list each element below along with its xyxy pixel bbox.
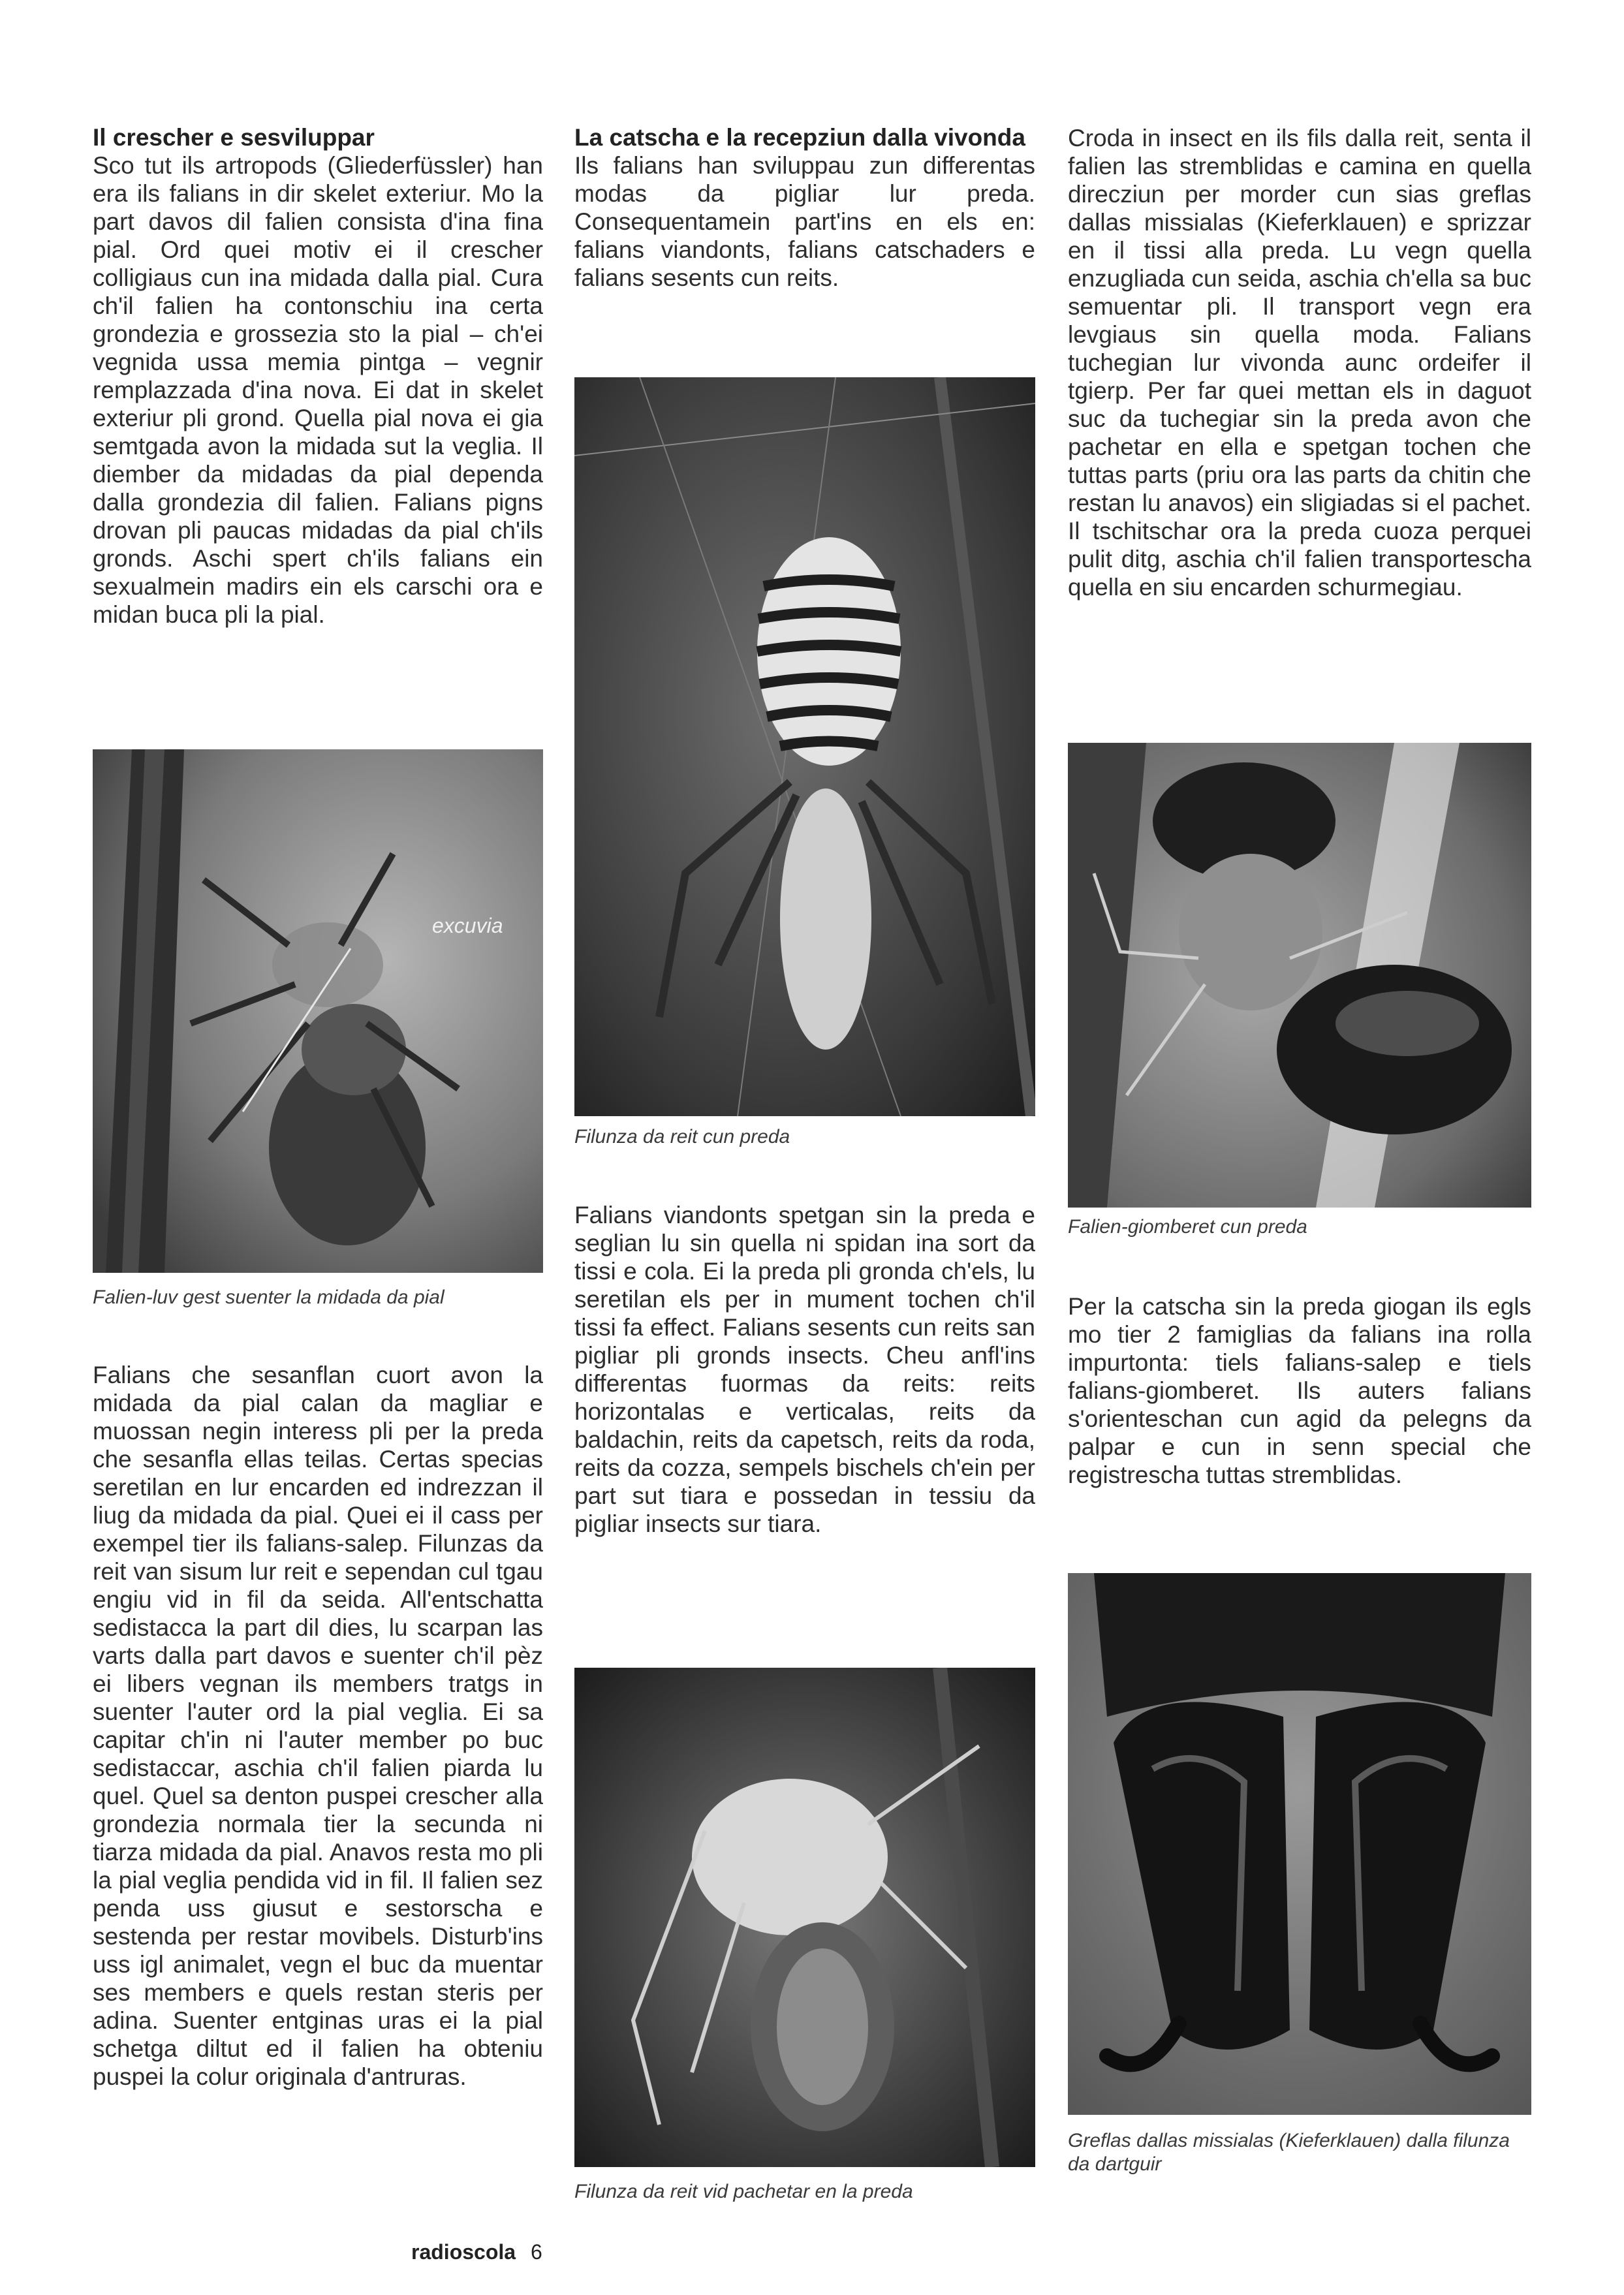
col1-text xyxy=(93,124,543,629)
col2-body-text xyxy=(574,1201,1035,1538)
caption-crab-spider: Falien-giomberet cun preda xyxy=(1068,1216,1307,1238)
col1-body: Falians che sesanflan cuort avon la midada da pial calan da magliar e muossan negin interess pli per la preda che sesanfla ellas teilas. Certas specias seretilan en lur encarden ed indrezzan il liug da midada da pial. Quei ei il cass per exempel tier ils falians-salep. Filunzas da reit van sisum lur reit e sependan cul tgau engiu vid in fil da seida. All'entschatta sedistacca la part dil dies, lu scarpan las varts dalla part davos e suenter ch'il pèz ei libers vegnan ils members tratgs in suenter l'auter ord la pial veglia. Ei sa capitar ch'in ni l'auter member po buc sedistaccar, aschia ch'il falien piarda lu quel. Quel sa denton puspei crescher alla grondezia normala tier la secunda ni tiarza midada da pial. Anavos resta mo pli la pial veglia pendida vid in fil. Il falien sez penda uss giusut e sestorscha e sestenda per restar movibels. Disturb'ins uss igl animalet, vegn el buc da muentar ses members e quels restan steris per adina. Suenter entginas uras ei la pial schetga diltut ed il falien ha obteniu puspei la colur originala d'antruras. xyxy=(93,1362,543,2090)
caption-molting: Falien-luv gest suenter la midada da pial xyxy=(93,1287,445,1308)
excuvia-label: excuvia xyxy=(432,914,503,937)
col1-intro: Sco tut ils artropods (Gliederfüssler) han era ils falians in dir skelet exteriur. Mo la part davos dil falien consista d'ina fina pial. Ord quei motiv ei il crescher colligiaus cun ina midada dalla pial. Cura ch'il falien ha contonschiu ina certa grondezia e grossezia sto la pial – ch'ei vegnida ussa memia pintga – vegnir remplazzada d'ina nova. Ei dat in skelet exteriur pli grond. Quella pial nova ei gia semtgada avon la midada sut la veglia. Il diember da midadas da pial dependa dalla grondezia dil falien. Falians pigns drovan pli paucas midadas da pial ch'ils gronds. Aschi spert ch'ils falians ein sexualmein madirs ein els carschi ora e midan buca pli la pial. xyxy=(93,152,543,628)
publication-name: radioscola xyxy=(411,2240,516,2264)
col1-heading: Il crescher e sesviluppar xyxy=(93,124,375,151)
caption-chelicerae: Greflas dallas missialas (Kieferklauen) dalla filunza da dartguir xyxy=(1068,2130,1510,2175)
col1-body-text xyxy=(93,1361,543,2091)
caption-wrapping-prey: Filunza da reit vid pachetar en la preda xyxy=(574,2181,913,2202)
caption-orb-weaver: Filunza da reit cun preda xyxy=(574,1126,790,1148)
col3-text xyxy=(1068,124,1531,601)
col2-body: Falians viandonts spetgan sin la preda e seglian lu sin quella ni spidan ina sort da tissi e cola. Ei la preda pli gronda ch'els, lu seretilan els per in mument tochen ch'il tissi fa effect. Falians sesents cun reits san pigliar pli gronds insects. Cheu anfl'ins differentas fuormas da reits: reits horizontalas e verticalas, reits da baldachin, reits da capetsch, reits da roda, reits da cozza, sempels bischels ch'ein per part sut tiara e possedan in tessiu da pigliar insects sur tiara. xyxy=(574,1202,1035,1537)
photo-spider-molting xyxy=(93,749,543,1273)
photo-crab-spider-with-prey xyxy=(1068,743,1531,1208)
page-footer xyxy=(411,2240,542,2264)
col3-intro: Croda in insect en ils fils dalla reit, senta il falien las stremblidas e camina en quella direcziun per morder cun sias greflas dallas missialas (Kieferklauen) e sprizzar en il tissi alla preda. Lu vegn quella enzugliada cun seida, aschia ch'ella sa buc semuentar pli. Il transport vegn era levgiaus sin quella moda. Falians tuchegian lur vivonda aunc ordeifer il tgierp. Per far quei mettan els in daguot suc da tuchegiar sin la preda avon che pachetar en ella e spetgan tochen che tuttas parts (priu ora las parts da chitin che restan lu anavos) ein sligiadas si el pachet. Il tschitschar ora la preda cuoza perquei pulit ditg, aschia ch'il falien transportescha quella en siu encarden schurmegiau. xyxy=(1068,125,1531,601)
photo-chelicerae xyxy=(1068,1573,1531,2115)
col3-body-text xyxy=(1068,1292,1531,1489)
page-number: 6 xyxy=(530,2240,542,2264)
col2-intro: Ils falians han sviluppau zun differentas modas da pigliar lur preda. Consequentamein part'ins en els en: falians viandonts, falians catschaders e falians sesents cun reits. xyxy=(574,152,1035,291)
photo-spider-wrapping-prey xyxy=(574,1668,1035,2167)
photo-orb-weaver-with-prey xyxy=(574,377,1035,1116)
col3-body: Per la catscha sin la preda giogan ils egls mo tier 2 famiglias da falians ina rolla impurtonta: tiels falians-salep e tiels falians-giomberet. Ils auters falians s'orienteschan cun agid da pelegns da palpar e cun in senn special che registrescha tuttas stremblidas. xyxy=(1068,1293,1531,1488)
col2-text xyxy=(574,124,1035,292)
col2-heading: La catscha e la recepziun dalla vivonda xyxy=(574,124,1025,151)
